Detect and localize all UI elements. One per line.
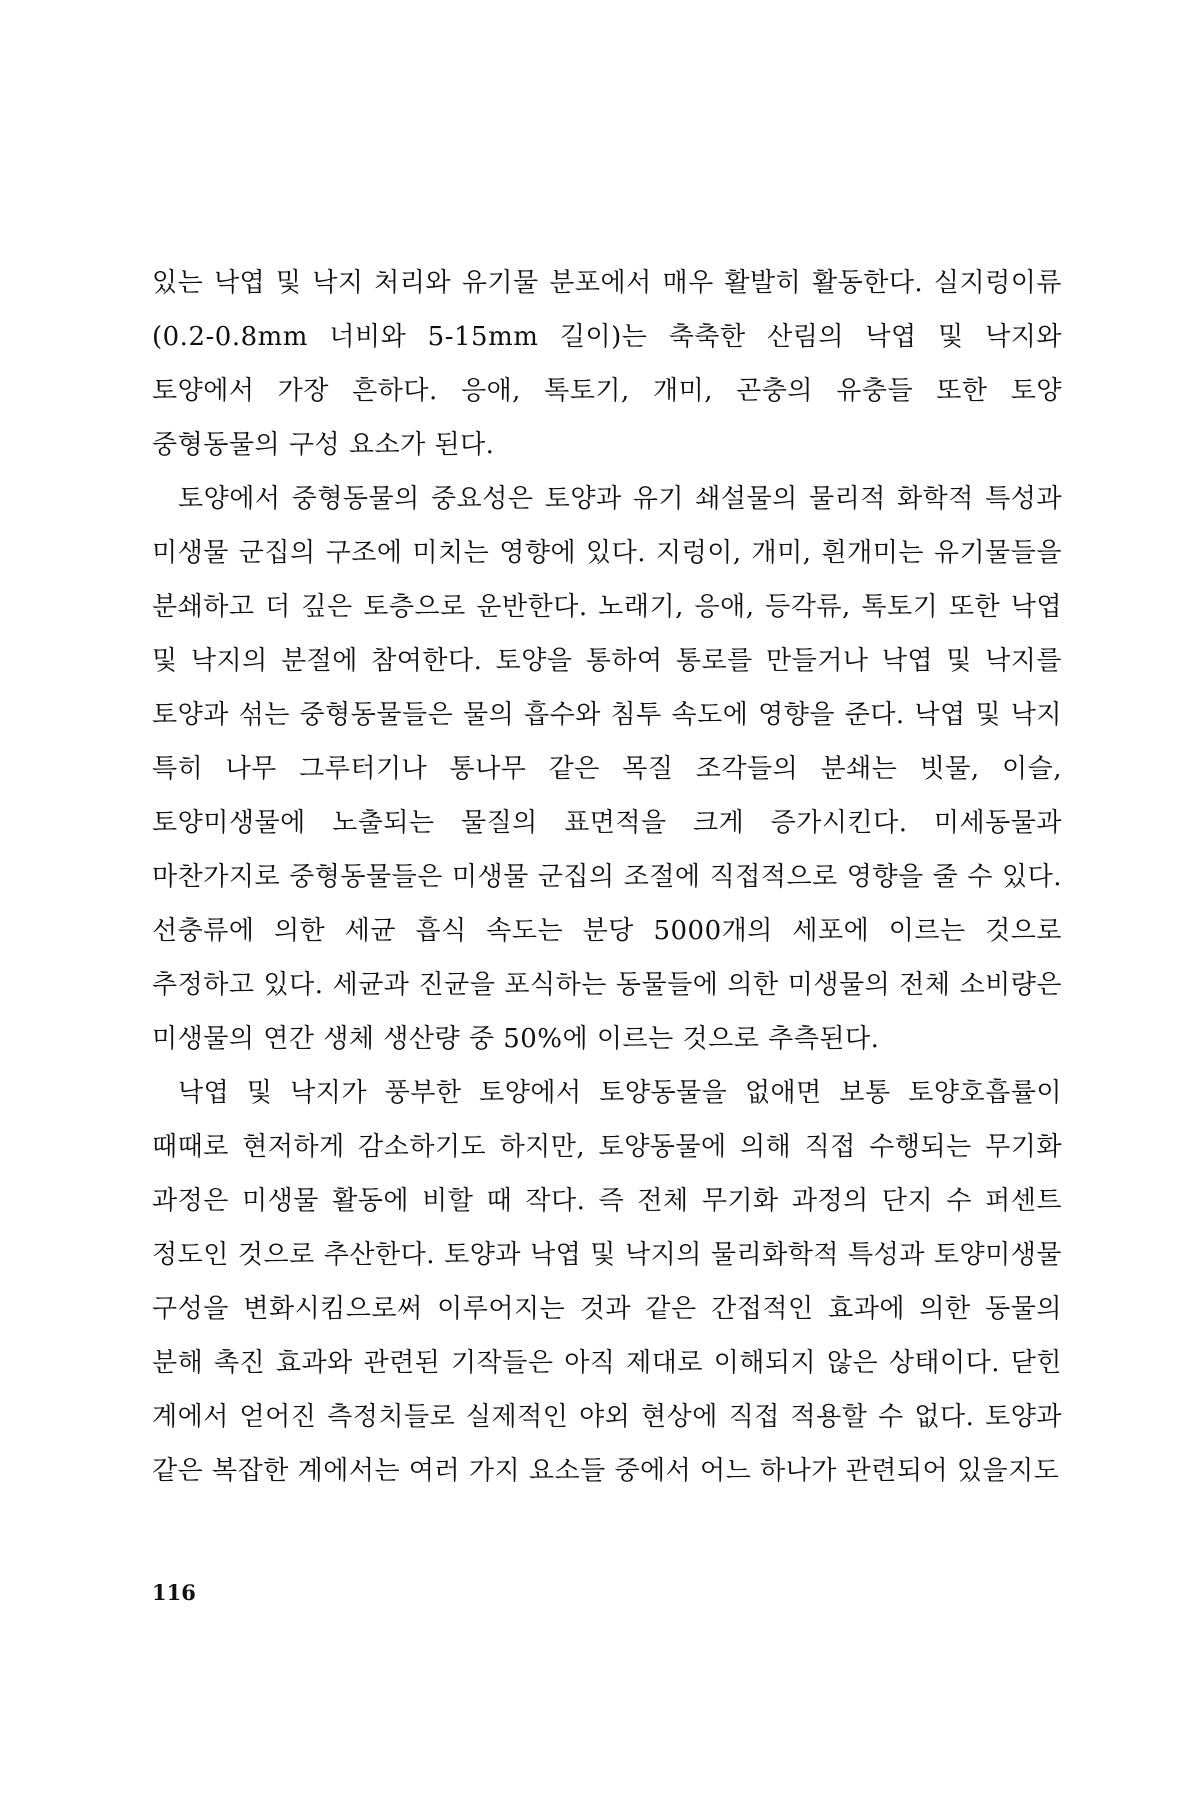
paragraph-continuation: 있는 낙엽 및 낙지 처리와 유기물 분포에서 매우 활발히 활동한다. 실지렁이류(0.2-0.8mm 너비와 5-15mm 길이)는 축축한 산림의 낙엽 및 낙지와 토양에서 가장 흔하다. 응애, 톡토기, 개미, 곤충의 유충들 또한 토양 중형동물의 구성 요소가 된다. [152, 268, 1062, 460]
paragraph-mesofauna-importance: 토양에서 중형동물의 중요성은 토양과 유기 쇄설물의 물리적 화학적 특성과 미생물 군집의 구조에 미치는 영향에 있다. 지렁이, 개미, 흰개미는 유기물들을 분쇄하고 더 깊은 토층으로 운반한다. 노래기, 응애, 등각류, 톡토기 또한 낙엽 및 낙지의 분절에 참여한다. 토양을 통하여 통로를 만들거나 낙엽 및 낙지를 토양과 섞는 중형동물들은 물의 흡수와 침투 속도에 영향을 준다. 낙엽 및 낙지 특히 나무 그루터기나 통나무 같은 목질 조각들의 분쇄는 빗물, 이슬, 토양미생물에 노출되는 물질의 표면적을 크게 증가시킨다. 미세동물과 마찬가지로 중형동물들은 미생물 군집의 조절에 직접적으로 영향을 줄 수 있다. 선충류에 의한 세균 흡식 속도는 분당 5000개의 세포에 이르는 것으로 추정하고 있다. 세균과 진균을 포식하는 동물들에 의한 미생물의 전체 소비량은 미생물의 연간 생체 생산량 중 50%에 이르는 것으로 추측된다. [152, 484, 1062, 1054]
body-text [152, 256, 1062, 1498]
paragraph-soil-respiration: 낙엽 및 낙지가 풍부한 토양에서 토양동물을 없애면 보통 토양호흡률이 때때로 현저하게 감소하기도 하지만, 토양동물에 의해 직접 수행되는 무기화 과정은 미생물 활동에 비할 때 작다. 즉 전체 무기화 과정의 단지 수 퍼센트 정도인 것으로 추산한다. 토양과 낙엽 및 낙지의 물리화학적 특성과 토양미생물 구성을 변화시킴으로써 이루어지는 것과 같은 간접적인 효과에 의한 동물의 분해 촉진 효과와 관련된 기작들은 아직 제대로 이해되지 않은 상태이다. 닫힌 계에서 얻어진 측정치들로 실제적인 야외 현상에 직접 적용할 수 없다. 토양과 같은 복잡한 계에서는 여러 가지 요소들 중에서 어느 하나가 관련되어 있을지도 [152, 1078, 1062, 1486]
page-number: 116 [152, 1580, 196, 1605]
